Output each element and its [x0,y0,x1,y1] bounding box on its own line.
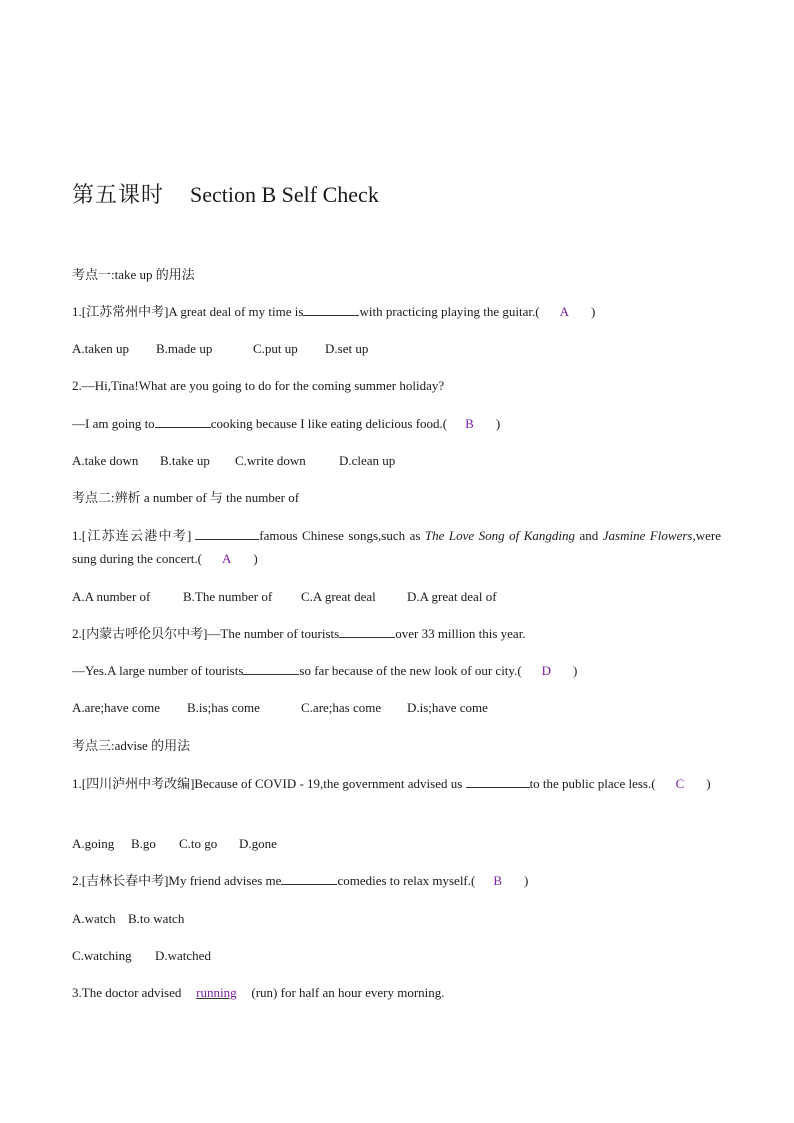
question-source: 1.[江苏连云港中考] [72,528,192,543]
question-text: cooking because I like eating delicious food.( [210,416,448,431]
section-3-heading: 考点三:advise 的用法 [72,738,191,753]
answer-word: running [196,985,237,1000]
title-english: Section B Self Check [190,182,379,207]
section-2-heading: 考点二:辨析 a number of 与 the number of [72,490,300,505]
answer-blank [195,527,259,540]
answer-letter: B [465,416,474,431]
question-text: —The number of tourists [207,626,340,641]
option-b: B.to watch [128,911,185,926]
question-source: 2.[吉林长春中考] [72,873,169,888]
page-title [72,178,379,209]
question-text: to the public place less.( [529,776,656,791]
question-text: ,were sung during the concert.( [72,528,721,566]
s3-q2-options-row-2 [72,947,211,965]
question-text: 3.The doctor advised [72,985,182,1000]
question-text: and [575,528,603,543]
song-title-1: The Love Song of Kangding [424,528,576,543]
option-c: C.A great deal [301,589,376,604]
s3-q1-options [72,835,277,853]
question-text: My friend advises me [168,873,282,888]
s1-q2-options [72,452,395,470]
option-d: D.gone [239,836,277,851]
option-d: D.A great deal of [407,589,497,604]
question-text: comedies to relax myself.( [337,873,476,888]
close-paren: ) [495,416,501,431]
answer-letter: A [221,551,232,566]
s1-q1-options [72,340,368,358]
question-text: (run) for half an hour every morning. [251,985,445,1000]
s2-q1-options [72,588,497,606]
close-paren: ) [706,776,711,791]
question-text: —I am going to [72,416,155,431]
option-b: B.made up [156,341,213,356]
option-c: C.put up [253,341,298,356]
s3-question-1 [72,772,721,795]
option-a: A.taken up [72,341,130,356]
answer-letter: B [493,873,503,888]
question-text: —Yes.A large number of tourists [72,663,244,678]
s2-question-1 [72,524,721,570]
s3-question-3 [72,984,445,1002]
s3-q2-options-row-1 [72,910,184,928]
option-a: A.are;have come [72,700,161,715]
answer-blank [243,662,299,675]
question-text: over 33 million this year. [395,626,526,641]
option-c: C.write down [235,453,306,468]
s2-question-2-line-1 [72,625,526,643]
question-source: 2.[内蒙古呼伦贝尔中考] [72,626,208,641]
option-a: A.watch [72,911,116,926]
question-text: A great deal of my time is [168,304,304,319]
answer-blank [339,625,395,638]
close-paren: ) [573,663,578,678]
s1-question-2-line-1: 2.—Hi,Tina!What are you going to do for the coming summer holiday? [72,378,445,393]
option-b: B.take up [160,453,210,468]
answer-letter: C [675,776,685,791]
s2-question-2-line-2 [72,662,577,680]
question-text: famous Chinese songs,such as [259,528,425,543]
answer-blank [466,775,530,788]
question-text: Because of COVID - 19,the government advised us [194,776,466,791]
answer-blank [155,415,211,428]
close-paren: ) [591,304,596,319]
s2-q2-options [72,699,488,717]
answer-blank [281,872,337,885]
option-a: A.A number of [72,589,151,604]
option-a: A.take down [72,453,139,468]
close-paren: ) [524,873,529,888]
song-title-2: Jasmine Flowers [602,528,693,543]
option-d: D.set up [325,341,369,356]
s1-question-1 [72,303,595,321]
close-paren: ) [253,551,258,566]
answer-letter: A [559,304,569,319]
option-d: D.is;have come [407,700,488,715]
title-chinese: 第五课时 [72,182,165,207]
s1-question-2-line-2 [72,415,500,433]
option-b: B.The number of [183,589,273,604]
question-source: 1.[江苏常州中考] [72,304,169,319]
question-source: 1.[四川泸州中考改编] [72,776,195,791]
option-b: B.is;has come [187,700,260,715]
option-c: C.watching [72,948,132,963]
option-c: C.to go [179,836,218,851]
answer-letter: D [541,663,552,678]
option-c: C.are;has come [301,700,382,715]
option-d: D.watched [155,948,211,963]
section-1-heading: 考点一:take up 的用法 [72,267,195,282]
option-d: D.clean up [339,453,396,468]
question-text: so far because of the new look of our city.( [299,663,522,678]
option-b: B.go [131,836,156,851]
answer-blank [303,303,359,316]
s3-question-2 [72,872,528,890]
question-text: with practicing playing the guitar.( [359,304,540,319]
option-a: A.going [72,836,115,851]
